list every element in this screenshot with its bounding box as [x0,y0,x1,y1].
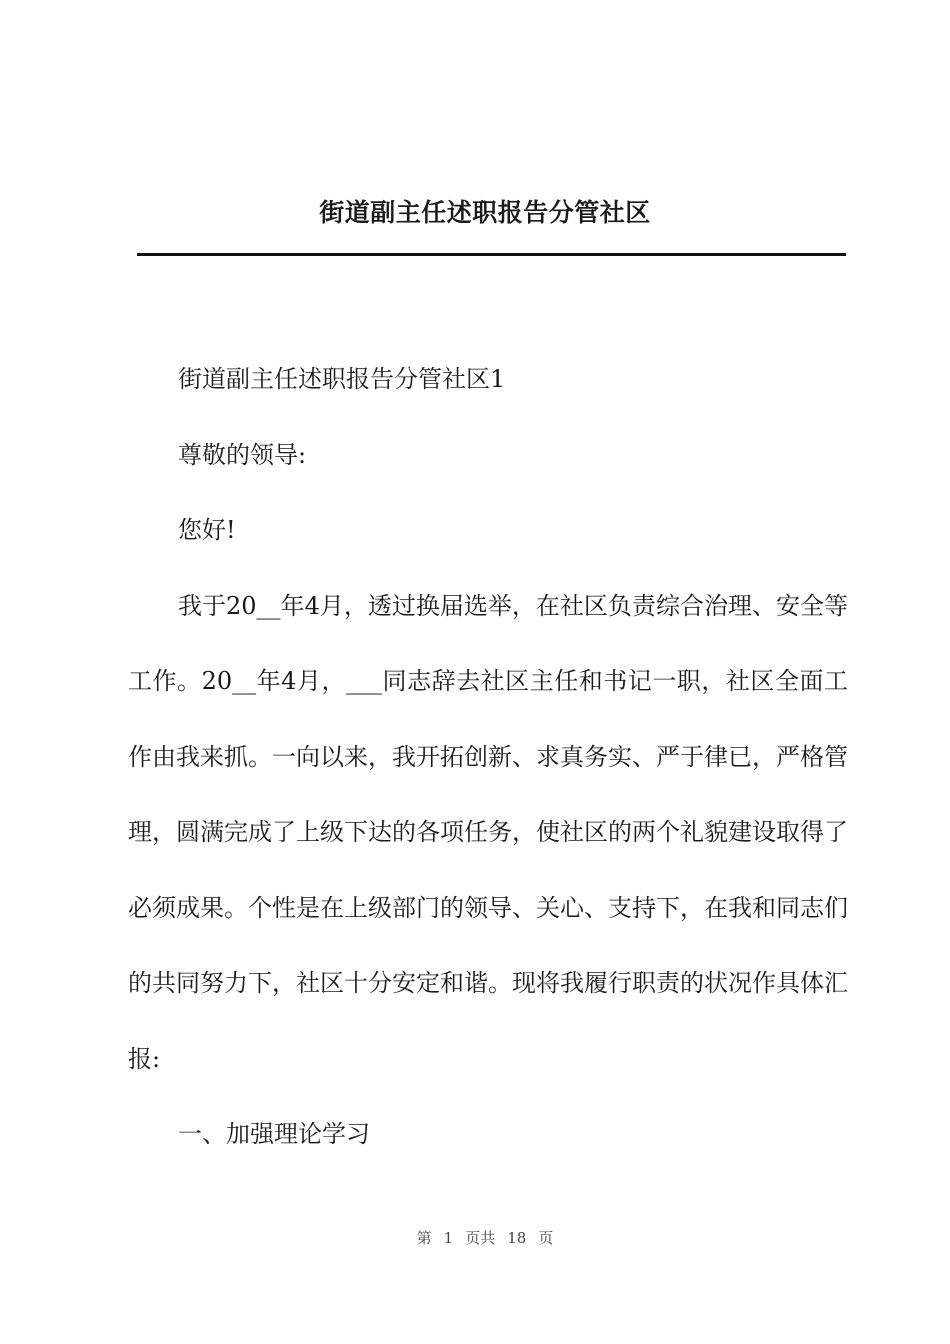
page-number-footer [0,1228,950,1248]
document-body [128,342,848,1173]
footer-total-pages: 18 [507,1229,527,1247]
subsection-heading: 一、加强理论学习 [178,1120,370,1148]
title-underline [137,253,846,256]
body-paragraph: 我于20__年4月，透过换届选举，在社区负责综合治理、安全等工作。20__年4月，___同志辞去社区主任和书记一职，社区全面工作由我来抓。一向以来，我开拓创新、求真务实、严于律已，严格管理，圆满完成了上级下达的各项任务，使社区的两个礼貌建设取得了必须成果。个性是在上级部门的领导、关心、支持下，在我和同志们的共同努力下，社区十分安定和谐。现将我履行职责的状况作具体汇报: [128,591,848,1073]
greeting: 您好! [178,516,236,544]
footer-current-page: 1 [443,1229,454,1247]
footer-middle: 页共 [465,1229,496,1247]
footer-suffix: 页 [538,1229,554,1247]
document-title: 街道副主任述职报告分管社区 [319,198,651,227]
salutation: 尊敬的领导: [178,440,307,469]
footer-prefix: 第 [416,1229,432,1247]
section-heading: 街道副主任述职报告分管社区1 [178,365,506,393]
